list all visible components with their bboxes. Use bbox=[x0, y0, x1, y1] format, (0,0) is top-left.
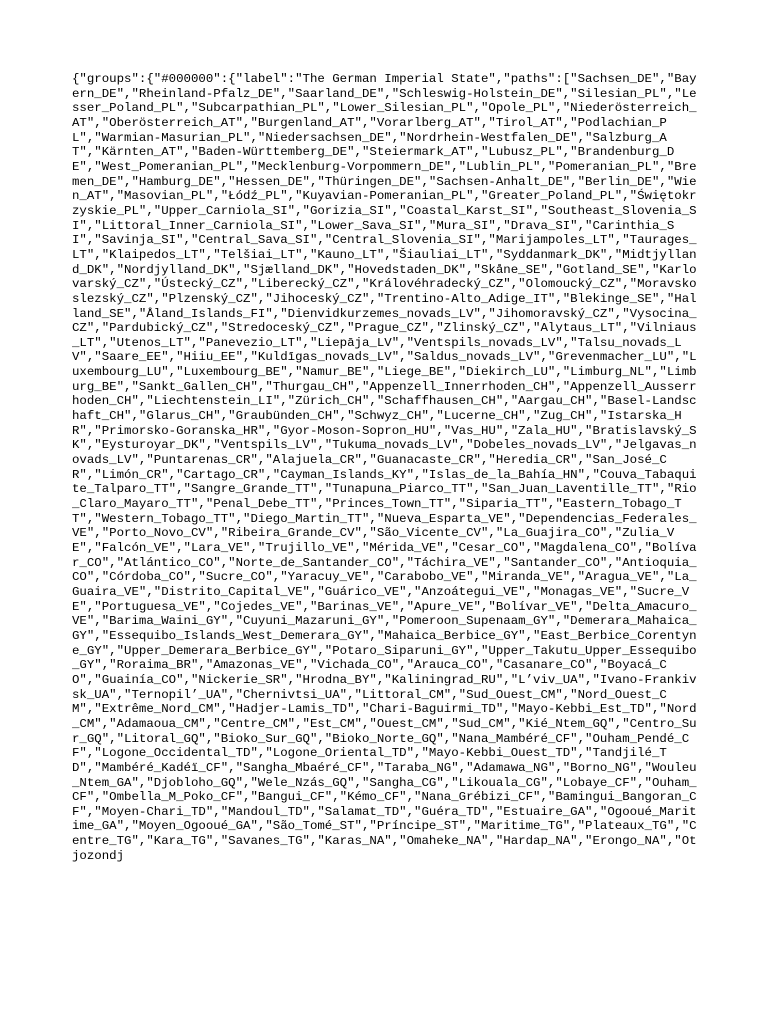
document-page bbox=[72, 72, 698, 952]
json-text-content: {"groups":{"#000000":{"label":"The German Imperial State","paths":["Sachsen_DE","Bayern_DE","Rheinland-Pfalz_DE","Saarland_DE","Schleswig-Holstein_DE","Silesian_PL","Lesser_Poland_PL","Subcarpathian_PL","Lower_Silesian_PL","Opole_PL","Niederösterreich_AT","Oberösterreich_AT","Burgenland_AT","Vorarlberg_AT","Tirol_AT","Podlachian_PL","Warmian-Masurian_PL","Niedersachsen_DE","Nordrhein-Westfalen_DE","Salzburg_AT","Kärnten_AT","Baden-Württemberg_DE","Steiermark_AT","Lubusz_PL","Brandenburg_DE","West_Pomeranian_PL","Mecklenburg-Vorpommern_DE","Lublin_PL","Pomeranian_PL","Bremen_DE","Hamburg_DE","Hessen_DE","Thüringen_DE","Sachsen-Anhalt_DE","Berlin_DE","Wien_AT","Masovian_PL","Łódź_PL","Kuyavian-Pomeranian_PL","Greater_Poland_PL","Świętokrzyskie_PL","Upper_Carniola_SI","Gorizia_SI","Coastal_Karst_SI","Southeast_Slovenia_SI","Littoral_Inner_Carniola_SI","Lower_Sava_SI","Mura_SI","Drava_SI","Carinthia_SI","Savinja_SI","Central_Sava_SI","Central_Slovenia_SI","Marijampoles_LT","Taurages_LT","Klaipedos_LT","Telšiai_LT","Kauno_LT","Šiauliai_LT","Syddanmark_DK","Midtjylland_DK","Nordjylland_DK","Sjælland_DK","Hovedstaden_DK","Skåne_SE","Gotland_SE","Karlovarský_CZ","Ústecký_CZ","Liberecký_CZ","Královéhradecký_CZ","Olomoucký_CZ","Moravskoslezský_CZ","Plzenský_CZ","Jihoceský_CZ","Trentino-Alto_Adige_IT","Blekinge_SE","Halland_SE","Åland_Islands_FI","Dienvidkurzemes_novads_LV","Jihomoravský_CZ","Vysocina_CZ","Pardubický_CZ","Stredoceský_CZ","Prague_CZ","Zlinský_CZ","Alytaus_LT","Vilniaus_LT","Utenos_LT","Panevezio_LT","Liepāja_LV","Ventspils_novads_LV","Talsu_novads_LV","Saare_EE","Hiiu_EE","Kuldīgas_novads_LV","Saldus_novads_LV","Grevenmacher_LU","Luxembourg_LU","Luxembourg_BE","Namur_BE","Liege_BE","Diekirch_LU","Limburg_NL","Limburg_BE","Sankt_Gallen_CH","Thurgau_CH","Appenzell_Innerrhoden_CH","Appenzell_Ausserrhoden_CH","Liechtenstein_LI","Zürich_CH","Schaffhausen_CH","Aargau_CH","Basel-Landschaft_CH","Glarus_CH","Graubünden_CH","Schwyz_CH","Lucerne_CH","Zug_CH","Istarska_HR","Primorsko-Goranska_HR","Gyor-Moson-Sopron_HU","Vas_HU","Zala_HU","Bratislavský_SK","Eysturoyar_DK","Ventspils_LV","Tukuma_novads_LV","Dobeles_novads_LV","Jelgavas_novads_LV","Puntarenas_CR","Alajuela_CR","Guanacaste_CR","Heredia_CR","San_José_CR","Limón_CR","Cartago_CR","Cayman_Islands_KY","Islas_de_la_Bahía_HN","Couva_Tabaquite_Talparo_TT","Sangre_Grande_TT","Tunapuna_Piarco_TT","San_Juan_Laventille_TT","Rio_Claro_Mayaro_TT","Penal_Debe_TT","Princes_Town_TT","Siparia_TT","Eastern_Tobago_TT","Western_Tobago_TT","Diego_Martin_TT","Nueva_Esparta_VE","Dependencias_Federales_VE","Porto_Novo_CV","Ribeira_Grande_CV","São_Vicente_CV","La_Guajira_CO","Zulia_VE","Falcón_VE","Lara_VE","Trujillo_VE","Mérida_VE","Cesar_CO","Magdalena_CO","Bolívar_CO","Atlántico_CO","Norte_de_Santander_CO","Táchira_VE","Santander_CO","Antioquia_CO","Córdoba_CO","Sucre_CO","Yaracuy_VE","Carabobo_VE","Miranda_VE","Aragua_VE","La_Guaira_VE","Distrito_Capital_VE","Guárico_VE","Anzoátegui_VE","Monagas_VE","Sucre_VE","Portuguesa_VE","Cojedes_VE","Barinas_VE","Apure_VE","Bolívar_VE","Delta_Amacuro_VE","Barima_Waini_GY","Cuyuni_Mazaruni_GY","Pomeroon_Supenaam_GY","Demerara_Mahaica_GY","Essequibo_Islands_West_Demerara_GY","Mahaica_Berbice_GY","East_Berbice_Corentyne_GY","Upper_Demerara_Berbice_GY","Potaro_Siparuni_GY","Upper_Takutu_Upper_Essequibo_GY","Roraima_BR","Amazonas_VE","Vichada_CO","Arauca_CO","Casanare_CO","Boyacá_CO","Guainía_CO","Nickerie_SR","Hrodna_BY","Kaliningrad_RU","L’viv_UA","Ivano-Frankivsk_UA","Ternopil’_UA","Chernivtsi_UA","Littoral_CM","Sud_Ouest_CM","Nord_Ouest_CM","Extrême_Nord_CM","Hadjer-Lamis_TD","Chari-Baguirmi_TD","Mayo-Kebbi_Est_TD","Nord_CM","Adamaoua_CM","Centre_CM","Est_CM","Ouest_CM","Sud_CM","Kié_Ntem_GQ","Centro_Sur_GQ","Litoral_GQ","Bioko_Sur_GQ","Bioko_Norte_GQ","Nana_Mambéré_CF","Ouham_Pendé_CF","Logone_Occidental_TD","Logone_Oriental_TD","Mayo-Kebbi_Ouest_TD","Tandjilé_TD","Mambéré_Kadéï_CF","Sangha_Mbaéré_CF","Taraba_NG","Adamawa_NG","Borno_NG","Wouleu_Ntem_GA","Djobloho_GQ","Wele_Nzás_GQ","Sangha_CG","Likouala_CG","Lobaye_CF","Ouham_CF","Ombella_M_Poko_CF","Bangui_CF","Kémo_CF","Nana_Grébizi_CF","Bamingui_Bangoran_CF","Moyen-Chari_TD","Mandoul_TD","Salamat_TD","Guéra_TD","Estuaire_GA","Ogooué_Maritime_GA","Moyen_Ogooué_GA","São_Tomé_ST","Príncipe_ST","Maritime_TG","Plateaux_TG","Centre_TG","Kara_TG","Savanes_TG","Karas_NA","Omaheke_NA","Hardap_NA","Erongo_NA","Otjozondj bbox=[72, 72, 697, 863]
